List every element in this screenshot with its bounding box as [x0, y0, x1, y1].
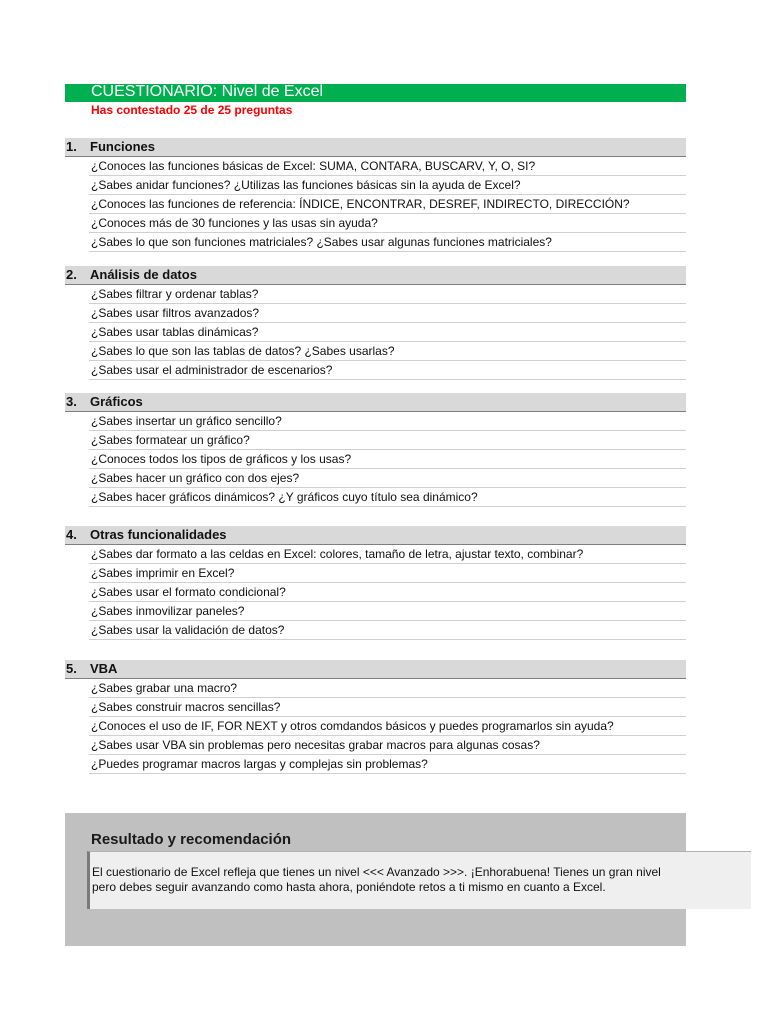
section-header	[65, 266, 686, 285]
section-title: VBA	[90, 661, 118, 676]
section-graficos	[65, 393, 686, 507]
question-item[interactable]: ¿Conoces las funciones de referencia: ÍNDICE, ENCONTRAR, DESREF, INDIRECTO, DIRECCIÓN?	[89, 195, 686, 214]
page-title: CUESTIONARIO: Nivel de Excel	[91, 83, 324, 100]
section-title: Otras funcionalidades	[90, 527, 227, 542]
section-title: Funciones	[90, 139, 156, 154]
result-text: El cuestionario de Excel refleja que tienes un nivel <<< Avanzado >>>. ¡Enhorabuena! Tienes un gran nivel pero debes seguir avanzando como hasta ahora, poniéndote retos a ti mismo en cuanto a Excel.	[92, 865, 661, 894]
question-item[interactable]: ¿Conoces más de 30 funciones y las usas sin ayuda?	[89, 214, 686, 233]
section-analisis-de-datos	[65, 266, 686, 380]
question-item[interactable]: ¿Sabes imprimir en Excel?	[89, 564, 686, 583]
question-item[interactable]: ¿Sabes hacer un gráfico con dos ejes?	[89, 469, 686, 488]
section-number: 1.	[66, 139, 77, 154]
question-item[interactable]: ¿Sabes construir macros sencillas?	[89, 698, 686, 717]
question-item[interactable]: ¿Sabes anidar funciones? ¿Utilizas las funciones básicas sin la ayuda de Excel?	[89, 176, 686, 195]
question-item[interactable]: ¿Sabes filtrar y ordenar tablas?	[89, 285, 686, 304]
question-item[interactable]: ¿Conoces todos los tipos de gráficos y los usas?	[89, 450, 686, 469]
question-item[interactable]: ¿Sabes inmovilizar paneles?	[89, 602, 686, 621]
question-item[interactable]: ¿Sabes dar formato a las celdas en Excel: colores, tamaño de letra, ajustar texto, combinar?	[89, 545, 686, 564]
question-item[interactable]: ¿Sabes lo que son funciones matriciales? ¿Sabes usar algunas funciones matriciales?	[89, 233, 686, 252]
question-item[interactable]: ¿Sabes usar la validación de datos?	[89, 621, 686, 640]
section-title: Análisis de datos	[90, 267, 197, 282]
progress-text: Has contestado 25 de 25 preguntas	[91, 103, 293, 117]
result-box	[87, 851, 751, 909]
question-item[interactable]: ¿Sabes usar el administrador de escenarios?	[89, 361, 686, 380]
title-bar	[65, 84, 686, 102]
question-item[interactable]: ¿Conoces el uso de IF, FOR NEXT y otros comdandos básicos y puedes programarlos sin ayuda?	[89, 717, 686, 736]
question-item[interactable]: ¿Sabes usar VBA sin problemas pero necesitas grabar macros para algunas cosas?	[89, 736, 686, 755]
section-funciones	[65, 138, 686, 252]
section-otras-funcionalidades	[65, 526, 686, 640]
section-number: 5.	[66, 661, 77, 676]
section-header	[65, 660, 686, 679]
section-number: 3.	[66, 394, 77, 409]
question-item[interactable]: ¿Conoces las funciones básicas de Excel: SUMA, CONTARA, BUSCARV, Y, O, SI?	[89, 157, 686, 176]
question-item[interactable]: ¿Sabes formatear un gráfico?	[89, 431, 686, 450]
question-item[interactable]: ¿Sabes grabar una macro?	[89, 679, 686, 698]
section-header	[65, 138, 686, 157]
question-item[interactable]: ¿Puedes programar macros largas y complejas sin problemas?	[89, 755, 686, 774]
result-title: Resultado y recomendación	[91, 831, 292, 848]
question-item[interactable]: ¿Sabes lo que son las tablas de datos? ¿Sabes usarlas?	[89, 342, 686, 361]
section-vba	[65, 660, 686, 774]
question-item[interactable]: ¿Sabes usar el formato condicional?	[89, 583, 686, 602]
section-header	[65, 526, 686, 545]
question-item[interactable]: ¿Sabes usar tablas dinámicas?	[89, 323, 686, 342]
section-title: Gráficos	[90, 394, 143, 409]
question-item[interactable]: ¿Sabes insertar un gráfico sencillo?	[89, 412, 686, 431]
section-header	[65, 393, 686, 412]
section-number: 4.	[66, 527, 77, 542]
question-item[interactable]: ¿Sabes hacer gráficos dinámicos? ¿Y gráficos cuyo título sea dinámico?	[89, 488, 686, 507]
section-number: 2.	[66, 267, 77, 282]
question-item[interactable]: ¿Sabes usar filtros avanzados?	[89, 304, 686, 323]
